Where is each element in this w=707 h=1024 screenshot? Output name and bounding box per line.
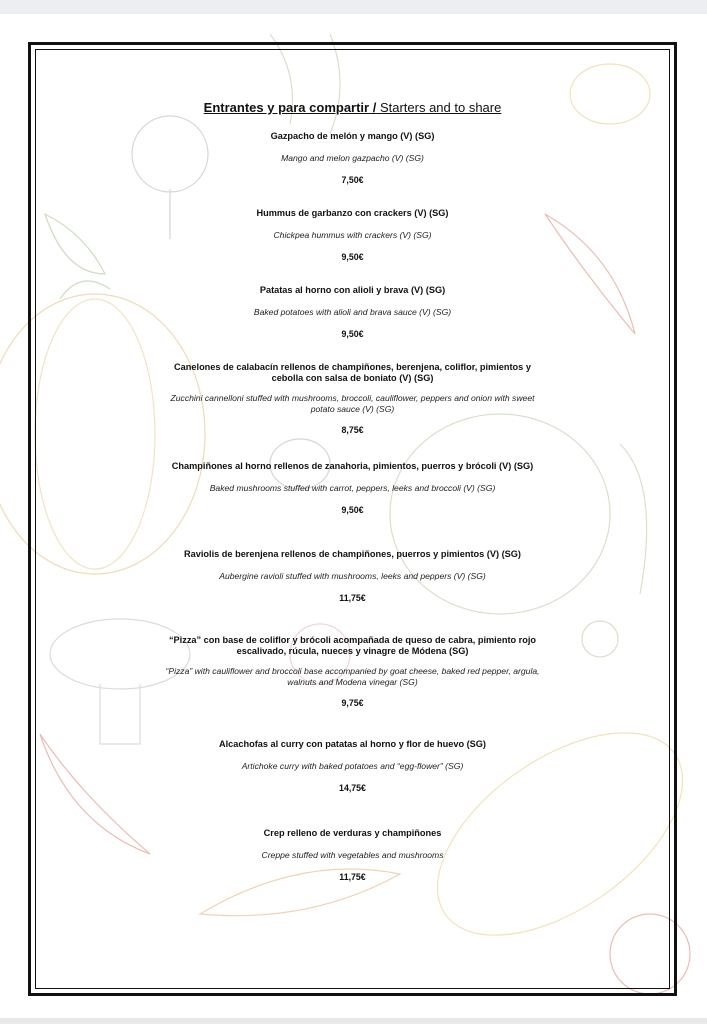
dish-name-en: Baked potatoes with alioli and brava sauce (V) (SG) bbox=[253, 307, 452, 317]
dish-price: 8,75€ bbox=[341, 425, 364, 435]
dish-name-es: “Pizza” con base de coliflor y brócoli acompañada de queso de cabra, pimiento rojo escalivado, rúcula, nueces y vinagre de Módena (SG) bbox=[168, 635, 537, 656]
menu-item bbox=[40, 828, 665, 882]
dish-price: 9,50€ bbox=[341, 251, 364, 262]
dish-name-en: Aubergine ravioli stuffed with mushrooms, leeks and peppers (V) (SG) bbox=[219, 571, 486, 581]
dish-name-en: Chickpea hummus with crackers (V) (SG) bbox=[273, 230, 432, 240]
section-title-en: Starters and to share bbox=[376, 100, 502, 115]
dish-name-es: Alcachofas al curry con patatas al horno y flor de huevo (SG) bbox=[218, 739, 486, 749]
section-title-es: Entrantes y para compartir / bbox=[203, 100, 377, 115]
dish-name-es: Gazpacho de melón y mango (V) (SG) bbox=[270, 131, 435, 141]
dish-name-es: Hummus de garbanzo con crackers (V) (SG) bbox=[256, 208, 449, 218]
menu-item bbox=[40, 739, 665, 793]
menu-item bbox=[40, 208, 665, 262]
menu-content bbox=[40, 14, 665, 1018]
dish-name-en: Artichoke curry with baked potatoes and “egg-flower” (SG) bbox=[241, 761, 464, 771]
viewer-top-bar bbox=[0, 0, 707, 15]
dish-name-es: Patatas al horno con alioli y brava (V) (SG) bbox=[259, 285, 446, 295]
dish-name-en: Mango and melon gazpacho (V) (SG) bbox=[281, 153, 424, 163]
dish-name-es: Raviolis de berenjena rellenos de champiñones, puerros y pimientos (V) (SG) bbox=[184, 549, 521, 559]
dish-name-es: Canelones de calabacín rellenos de champiñones, berenjena, coliflor, pimientos y cebolla con salsa de boniato (V) (SG) bbox=[174, 362, 531, 383]
menu-item bbox=[40, 549, 665, 603]
dish-name-es: Crep relleno de verduras y champiñones bbox=[263, 828, 442, 838]
dish-price: 14,75€ bbox=[339, 782, 366, 793]
menu-item bbox=[40, 131, 665, 185]
dish-name-en: Zucchini cannelloni stuffed with mushrooms, broccoli, cauliflower, peppers and onion with sweet potato sauce (V) (SG) bbox=[170, 393, 535, 414]
menu-item bbox=[40, 362, 665, 435]
dish-name-en: Baked mushrooms stuffed with carrot, peppers, leeks and broccoli (V) (SG) bbox=[209, 483, 496, 493]
menu-page bbox=[0, 14, 707, 1018]
dish-price: 9,50€ bbox=[341, 328, 364, 339]
section-title bbox=[40, 100, 665, 115]
dish-price: 11,75€ bbox=[339, 592, 366, 603]
dish-name-en: “Pizza” with cauliflower and broccoli base accompanied by goat cheese, baked red pepper, argula, walnuts and Modena vinegar (SG) bbox=[165, 666, 540, 687]
menu-item bbox=[40, 285, 665, 339]
dish-price: 9,50€ bbox=[341, 504, 364, 515]
dish-price: 11,75€ bbox=[339, 871, 366, 882]
viewer-bottom-bar bbox=[0, 1018, 707, 1024]
dish-name-es: Champiñones al horno rellenos de zanahoria, pimientos, puerros y brócoli (V) (SG) bbox=[171, 461, 534, 471]
dish-name-en: Creppe stuffed with vegetables and mushrooms bbox=[261, 850, 444, 860]
menu-item bbox=[40, 635, 665, 708]
menu-item bbox=[40, 461, 665, 515]
dish-price: 9,75€ bbox=[341, 698, 364, 708]
dish-price: 7,50€ bbox=[341, 174, 364, 185]
